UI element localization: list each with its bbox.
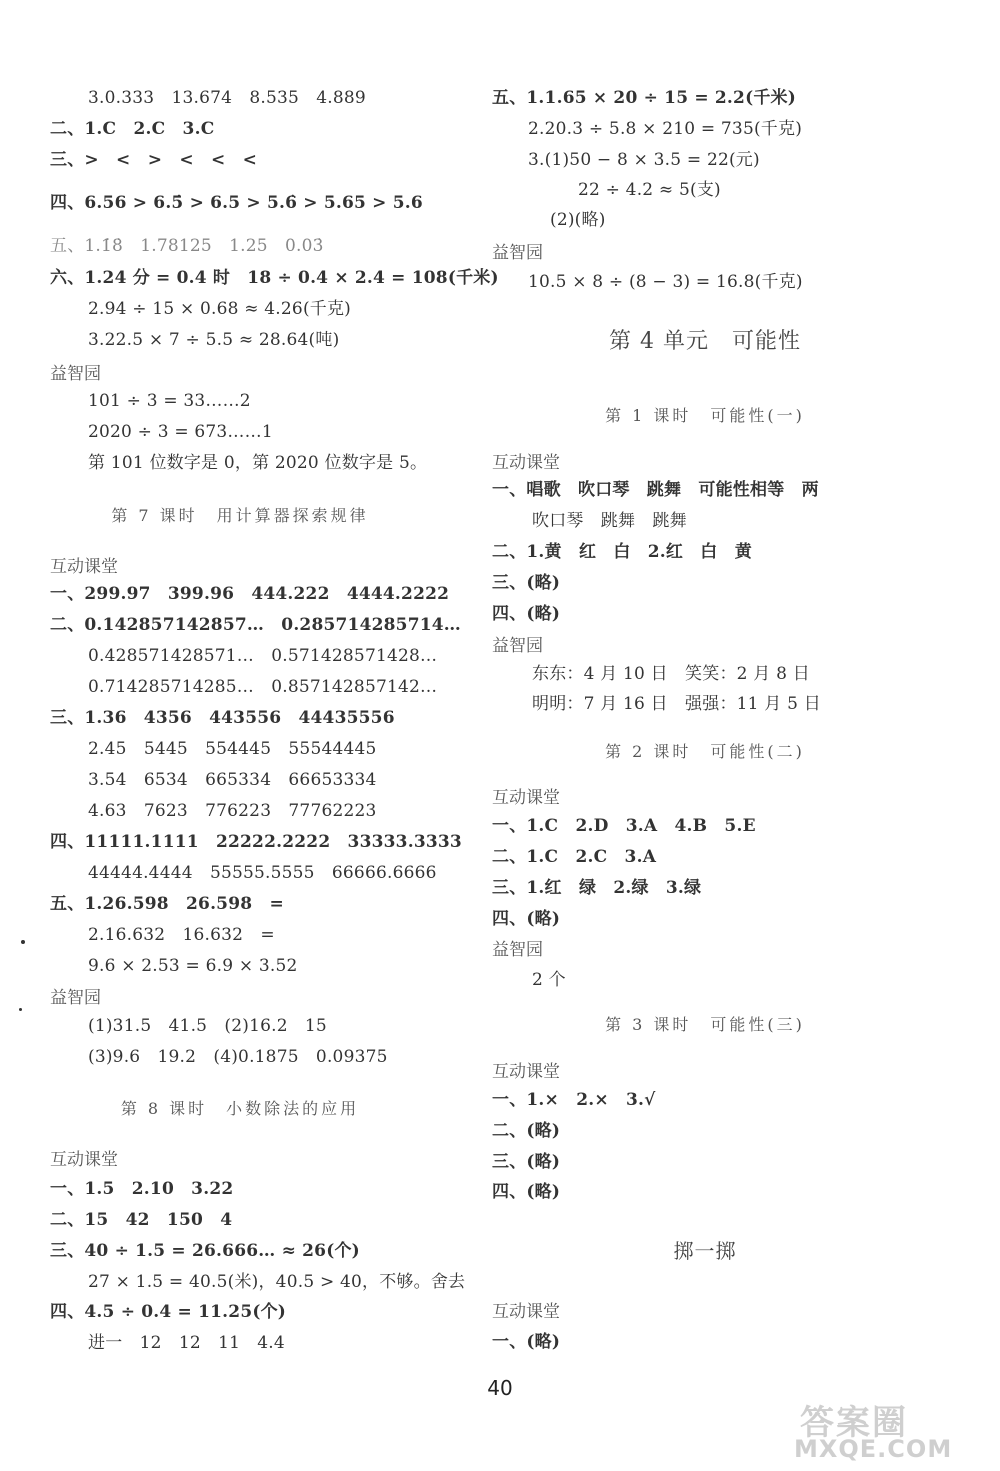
section-label-hudongketang: 互动课堂 [492, 1302, 560, 1322]
answer-line: 2.16.632 16.632 = [88, 925, 275, 945]
answer-line: 四、(略) [492, 909, 561, 929]
answer-line: 三、> < > < < < [50, 150, 258, 170]
lesson-heading: 第 7 课时 用计算器探索规律 [111, 506, 369, 525]
section-label-hudongketang: 互动课堂 [492, 1062, 560, 1082]
answer-line: 东东：4 月 10 日 笑笑：2 月 8 日 [532, 664, 810, 684]
answer-line: (3)9.6 19.2 (4)0.1875 0.09375 [88, 1047, 388, 1067]
answer-line: 进一 12 12 11 4.4 [88, 1333, 285, 1353]
answer-line: 2.45 5445 554445 55544445 [88, 739, 377, 759]
lesson-heading: 第 1 课时 可能性(一) [605, 406, 805, 425]
answer-line: 四、(略) [492, 1182, 561, 1202]
answer-line: 一、1.5 2.10 3.22 [50, 1179, 234, 1199]
answer-line: 二、0.142857142857… 0.285714285714… [50, 615, 461, 635]
section-title: 掷一掷 [673, 1239, 737, 1263]
answer-line: 一、(略) [492, 1332, 561, 1352]
answer-line: 3.(1)50 − 8 × 3.5 = 22(元) [528, 150, 760, 170]
answer-line: 三、(略) [492, 1152, 561, 1172]
answer-line: 三、1.红 绿 2.绿 3.绿 [492, 878, 702, 898]
section-label-yizhiyuan: 益智园 [492, 940, 543, 960]
answer-line: 二、1.C 2.C 3.C [50, 119, 215, 139]
section-label-hudongketang: 互动课堂 [50, 557, 118, 577]
answer-line: 二、(略) [492, 1121, 561, 1141]
section-label-yizhiyuan: 益智园 [492, 243, 543, 263]
section-label-hudongketang: 互动课堂 [492, 453, 560, 473]
watermark-brand: 答案圈 [800, 1403, 908, 1443]
answer-line: 五、1.26.598 26.598 = [50, 894, 284, 914]
section-label-hudongketang: 互动课堂 [50, 1150, 118, 1170]
answer-line: 二、1.C 2.C 3.A [492, 847, 657, 867]
answer-line: 四、11111.1111 22222.2222 33333.3333 [50, 832, 462, 852]
answer-line: 27 × 1.5 = 40.5(米)，40.5 > 40，不够。舍去 [88, 1272, 466, 1292]
answer-line: (2)(略) [550, 210, 606, 230]
answer-line: 吹口琴 跳舞 跳舞 [532, 511, 687, 531]
answer-line: 四、(略) [492, 604, 561, 624]
answer-line: 10.5 × 8 ÷ (8 − 3) = 16.8(千克) [528, 272, 803, 292]
answer-line: 第 101 位数字是 0，第 2020 位数字是 5。 [88, 453, 428, 473]
section-label-hudongketang: 互动课堂 [492, 788, 560, 808]
answer-line: 2 个 [532, 970, 566, 990]
answer-line: 0.714285714285… 0.857142857142… [88, 677, 438, 697]
answer-line: 三、(略) [492, 573, 561, 593]
section-label-yizhiyuan: 益智园 [50, 364, 101, 384]
scan-speck [21, 940, 25, 944]
answer-line: 二、1.黄 红 白 2.红 白 黄 [492, 542, 752, 562]
answer-line: 3.22.5 × 7 ÷ 5.5 ≈ 28.64(吨) [88, 330, 340, 350]
section-label-yizhiyuan: 益智园 [50, 988, 101, 1008]
watermark [790, 1395, 990, 1465]
answer-line: 9.6 × 2.53 = 6.9 × 3.52 [88, 956, 298, 976]
answer-line: 0.428571428571… 0.571428571428… [88, 646, 438, 666]
answer-line: 3.54 6534 665334 66653334 [88, 770, 377, 790]
watermark-url: MXQE.COM [794, 1435, 953, 1463]
answer-line: 一、1.× 2.× 3.√ [492, 1090, 656, 1110]
answer-line: 六、1.24 分 = 0.4 时 18 ÷ 0.4 × 2.4 = 108(千米) [50, 268, 499, 288]
page-number: 40 [487, 1376, 513, 1400]
answer-line: 五、1.1.65 × 20 ÷ 15 = 2.2(千米) [492, 88, 796, 108]
answer-line: 一、1.C 2.D 3.A 4.B 5.E [492, 816, 756, 836]
answer-line: (1)31.5 41.5 (2)16.2 15 [88, 1016, 327, 1036]
lesson-heading: 第 2 课时 可能性(二) [605, 742, 805, 761]
answer-line: 2.20.3 ÷ 5.8 × 210 = 735(千克) [528, 119, 803, 139]
answer-line: 三、1.36 4356 443556 44435556 [50, 708, 395, 728]
answer-line: 101 ÷ 3 = 33……2 [88, 391, 251, 411]
answer-line: 2.94 ÷ 15 × 0.68 ≈ 4.26(千克) [88, 299, 352, 319]
answer-line: 五、1.1̇8̇ 1.78125 1.25 0.03̇ [50, 236, 324, 256]
lesson-heading: 第 3 课时 可能性(三) [605, 1015, 805, 1034]
answer-line: 22 ÷ 4.2 ≈ 5(支) [578, 180, 721, 200]
answer-line: 4.63 7623 776223 77762223 [88, 801, 377, 821]
answer-line: 一、299.97 399.96 444.222 4444.2222 [50, 584, 450, 604]
answer-line: 二、15 42 150 4 [50, 1210, 233, 1230]
answer-line: 三、40 ÷ 1.5 = 26.666… ≈ 26(个) [50, 1241, 360, 1261]
answer-line: 44444.4444 55555.5555 66666.6666 [88, 863, 437, 883]
scan-speck [19, 1008, 22, 1011]
answer-line: 明明：7 月 16 日 强强：11 月 5 日 [532, 694, 821, 714]
answer-line: 四、6.56 > 6.5̇ > 6.5 > 5.6̇ > 5.65 > 5.6 [50, 193, 423, 213]
answer-line: 一、唱歌 吹口琴 跳舞 可能性相等 两 [492, 480, 819, 500]
answer-line: 3.0.333 13.674 8.535 4.889 [88, 88, 366, 108]
answer-line: 2020 ÷ 3 = 673……1 [88, 422, 273, 442]
section-label-yizhiyuan: 益智园 [492, 636, 543, 656]
lesson-heading: 第 8 课时 小数除法的应用 [120, 1099, 360, 1118]
unit-title: 第 4 单元 可能性 [609, 329, 801, 354]
answer-line: 四、4.5 ÷ 0.4 = 11.25(个) [50, 1302, 287, 1322]
